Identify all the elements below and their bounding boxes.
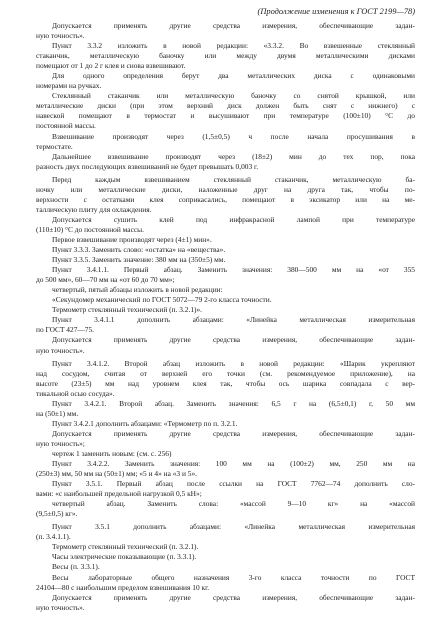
text-line: Пункт 3.5.1 дополнить абзацами: «Линейка металлическая измерительная	[52, 522, 415, 532]
text-line: на (50±1) мм.	[36, 408, 79, 418]
text-line: (п. 3.4.1.1).	[36, 532, 71, 542]
document-body	[36, 21, 415, 613]
text-line: ночку или металлические диски, наложенные друг на друга так, чтобы по-	[36, 184, 415, 194]
text-line: термостате.	[36, 141, 73, 151]
text-line: разность двух последующих взвешиваний не будет превышать 0,003 г.	[36, 161, 259, 171]
text-line: Дальнейшее взвешивание производят через (18±2) мин до тех пор, пока	[52, 151, 415, 161]
text-line: Пункт 3.4.1.1 дополнить абзацами: «Линейка металлическая измерительная	[52, 315, 415, 325]
text-line: верхности с остатками клея соприкасались, помещают в эксикатор или на ме-	[36, 194, 415, 204]
text-line: четвертый абзац. Заменить слова: «массой 9—10 кг» на «массой	[52, 499, 415, 509]
text-line: Пункт 3.4.2.1 дополнить абзацами: «Термометр по п. 3.2.1.	[52, 418, 238, 428]
text-line: Стеклянный стаканчик или металлическую баночку со снятой крышкой, или	[52, 91, 415, 101]
text-line: Пункт 3.4.1.1. Первый абзац. Заменить значения: 380—500 мм на «от 355	[52, 265, 415, 275]
text-line: ную точность».	[36, 602, 85, 612]
text-line: четвертый, пятый абзацы изложить в новой редакции:	[52, 285, 223, 295]
text-line: «Секундомер механический по ГОСТ 5072—79 2-го класса точности.	[52, 295, 272, 305]
text-line: Термометр стеклянный технический (п. 3.2.1)».	[52, 305, 203, 315]
text-line: ную точность»;	[36, 438, 85, 448]
text-line: металлические диски (при этом верхний диск должен быть снят с нижнего) с	[36, 101, 415, 111]
text-line: (250±3) мм, 50 мм на (50±1) мм; «5 и 4» на «3 и 5».	[36, 469, 197, 479]
text-line: Пункт 3.3.5. Заменить значение: 380 мм на (350±5) мм.	[52, 255, 226, 265]
text-line: Перед каждым взвешиванием стеклянный стаканчик, металлическую ба-	[52, 174, 415, 184]
text-line: вами: «с наибольшей предельной нагрузкой 0,5 кН»;	[36, 489, 202, 499]
text-line: навеской помещают в термостат и высушивают при температуре (100±10) °С до	[36, 111, 415, 121]
text-line: до 500 мм», 60—70 мм на «от 60 до 70 мм»;	[36, 275, 175, 285]
text-line: Пункт 3.3.3. Заменить слово: «остатка» на «вещества».	[52, 245, 226, 255]
text-line: номерами на ручках.	[36, 81, 102, 91]
text-line: 24104—80 с наибольшим пределом взвешивания 10 кг.	[36, 582, 210, 592]
text-line: Весы лабораторные общего назначения 3-го класса точности по ГОСТ	[52, 572, 415, 582]
text-line: Термометр стеклянный технический (п. 3.2.1).	[52, 542, 199, 552]
text-line: чертеж 1 заменить новым: (см. с. 256)	[52, 448, 172, 458]
text-line: Пункт 3.3.2 изложить в новой редакции: «3.3.2. Во взвешенные стеклянный	[52, 41, 415, 51]
text-line: Допускается сушить клей под инфракрасной лампой при температуре	[52, 214, 415, 224]
text-line: (110±10) °С до постоянной массы.	[36, 224, 144, 234]
text-line: Первое взвешивание производят через (4±1) мин».	[52, 234, 212, 244]
text-line: Для одного определения берут два металлических диска с одинаковыми	[52, 71, 415, 81]
text-line: Допускается применять другие средства измерения, обеспечивающие задан-	[52, 21, 415, 30]
text-line: ную точность».	[36, 31, 85, 41]
text-line: по ГОСТ 427—75.	[36, 325, 95, 335]
text-line: Пункт 3.5.1. Первый абзац после ссылки на ГОСТ 7762—74 дополнить сло-	[52, 479, 415, 489]
text-line: Допускается применять другие средства измерения, обеспечивающие задан-	[52, 335, 415, 345]
text-line: тикальной осью сосуда».	[36, 388, 115, 398]
text-line: (9,5±0,5) кг».	[36, 509, 78, 519]
text-line: Пункт 3.4.2.2. Заменить значения: 100 мм на (100±2) мм, 250 мм на	[52, 459, 415, 469]
page-header: (Продолжение изменения к ГОСТ 2199—78)	[257, 7, 415, 16]
text-line: Часы электрические показывающие (п. 3.3.1).	[52, 552, 197, 562]
text-line: Пункт 3.4.1.2. Второй абзац изложить в новой редакции: «Шарик укрепляют	[52, 358, 415, 368]
text-line: стаканчик, металлическую баночку или между двумя металлическими дисками	[36, 51, 415, 61]
text-line: Весы (п. 3.3.1).	[52, 562, 100, 572]
text-line: ную точность».	[36, 345, 85, 355]
text-line: Допускается применять другие средства измерения, обеспечивающие задан-	[52, 428, 415, 438]
text-line: помещают от 1 до 2 г клея и снова взвешивают.	[36, 61, 186, 71]
text-line: высоте (23±5) мм над уровнем клея так, чтобы ось шарика совпадала с вер-	[36, 378, 415, 388]
text-line: таллическую плиту для охлаждения.	[36, 204, 152, 214]
text-line: Допускается применять другие средства измерения, обеспечивающие задан-	[52, 592, 415, 602]
text-line: над сосудом, считая от верхней его точки (см. рекомендуемое приложение), на	[36, 368, 415, 378]
text-line: Пункт 3.4.2.1. Второй абзац. Заменить значения: 6,5 г на (6,5±0,1) г, 50 мм	[52, 398, 415, 408]
text-line: постоянной массы.	[36, 121, 96, 131]
text-line: Взвешивание производят через (1,5±0,5) ч после начала просушивания в	[52, 131, 415, 141]
